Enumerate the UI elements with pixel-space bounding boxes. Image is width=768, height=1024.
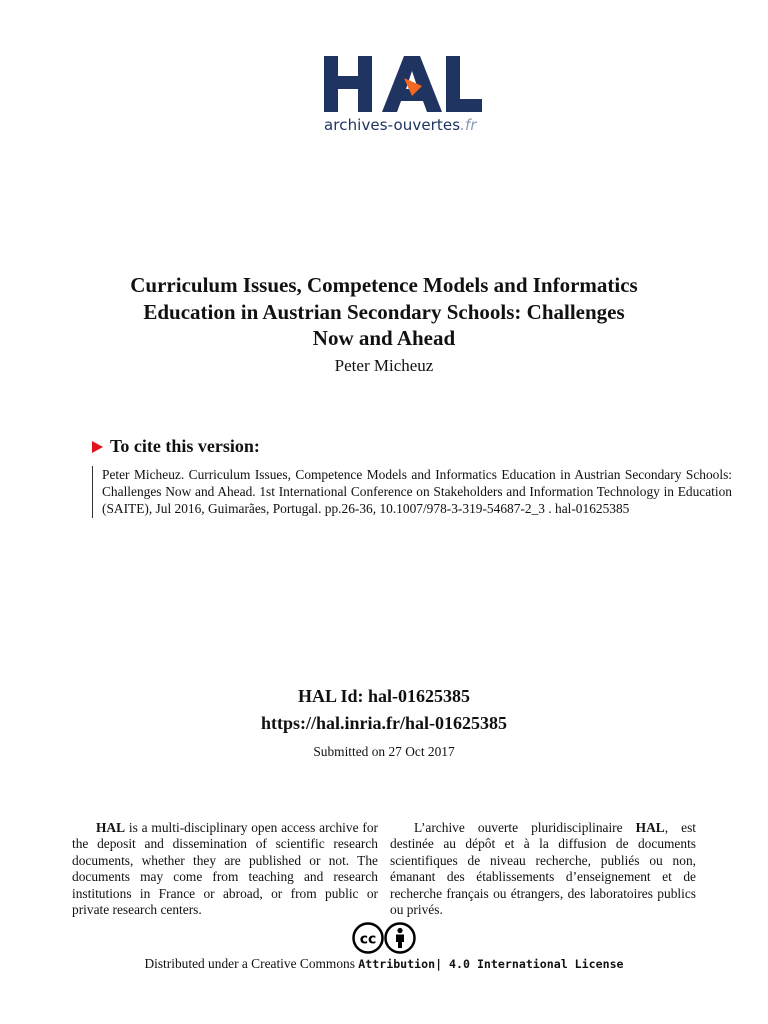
attribution-icon [386,924,415,953]
creative-commons-badge[interactable] [352,922,416,954]
license-prefix: Distributed under a Creative Commons [144,956,359,971]
cc-icon [354,924,383,953]
paper-title [60,272,708,352]
submission-date: Submitted on 27 Oct 2017 [313,744,455,759]
title-line: Education in Austrian Secondary Schools: Challenges [143,299,625,324]
hal-logo[interactable] [320,52,490,142]
hal-bold: HAL [635,820,665,835]
title-line: Curriculum Issues, Competence Models and Informatics [130,273,638,297]
hal-id: HAL Id: hal-01625385 [297,686,471,706]
hal-wordmark-icon [320,52,484,114]
cite-heading [92,436,260,457]
citation-text: Peter Micheuz. Curriculum Issues, Competence Models and Informatics Education in Austrian Secondary Schools: Challenges Now and Ahead. 1st International Conference on Stakeholders and Information Technology in Education (SAITE), Jul 2016, Guimarães, Portugal. pp.26-36, 10.1007/978-3-319-54687-2_3 . hal-01625385 [92,466,732,518]
hal-url-link[interactable]: https://hal.inria.fr/hal-01625385 [260,713,507,733]
title-line: Now and Ahead [312,326,456,350]
hal-bold: HAL [96,820,126,835]
abstract-french: L’archive ouverte pluridisciplinaire HAL, est destinée au dépôt et à la diffusion de documents scientifiques de niveau recherche, publiés ou non, émanant des établissements d’enseignement et de recherche français ou étrangers, des laboratoires publics ou privés. [390,820,696,918]
license-link[interactable]: Attribution| 4.0 International License [358,957,624,971]
abstract-english: HAL is a multi-disciplinary open access archive for the deposit and dissemination of scientific research documents, whether they are published or not. The documents may come from teaching and research institutions in France or abroad, or from public or private research centers. [72,820,378,918]
cite-heading-label: To cite this version: [110,436,260,456]
red-triangle-icon [92,441,103,453]
svg-text:cc: cc [359,931,377,948]
paper-author: Peter Micheuz [334,356,434,375]
hal-logo-subtitle: archives-ouvertes.fr [324,116,477,134]
license-line [60,956,708,972]
